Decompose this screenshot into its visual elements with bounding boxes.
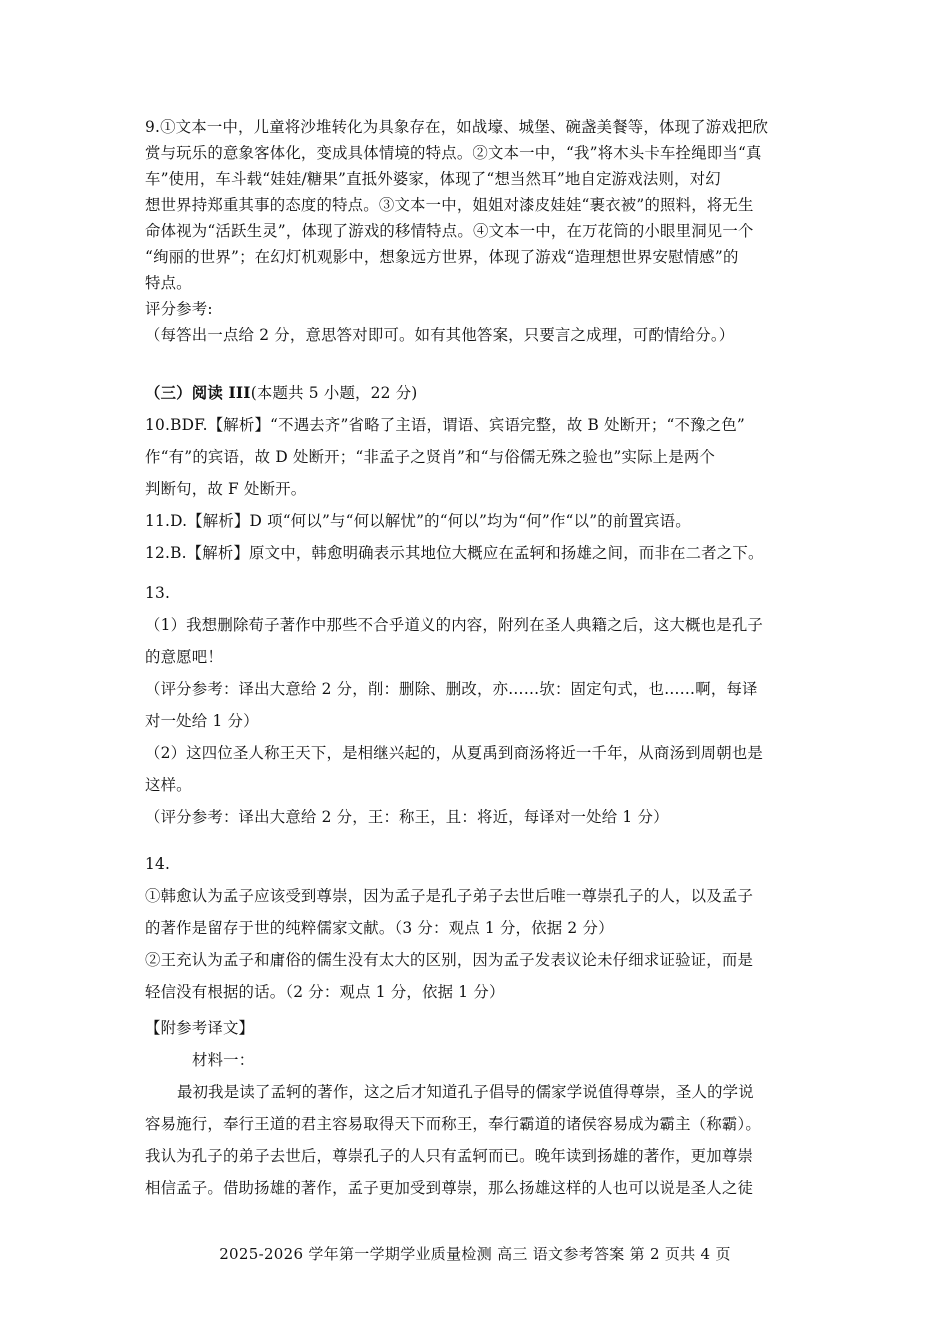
q9-line: 想世界持郑重其事的态度的特点。③文本一中，姐姐对漆皮娃娃“裹衣被”的照料，将无生 [145, 196, 754, 214]
q13-answer [145, 577, 810, 833]
q14-point2-line: ②王充认为孟子和庸俗的儒生没有太大的区别，因为孟子发表议论未仔细求证验证，而是 [145, 951, 754, 969]
q14-point2-line: 轻信没有根据的话。（2 分：观点 1 分，依据 1 分） [145, 983, 505, 1001]
q13-part1-line: 的意愿吧！ [145, 648, 223, 666]
translation-line: 我认为孔子的弟子去世后，尊崇孔子的人只有孟轲而已。晚年读到扬雄的著作，更加尊崇 [145, 1147, 754, 1165]
q10-line: 作“有”的宾语，故 D 处断开；“非孟子之贤肖”和“与俗儒无殊之验也”实际上是两个 [145, 448, 716, 466]
translation-heading: 【附参考译文】 [145, 1019, 255, 1037]
q9-line: 命体视为“活跃生灵”，体现了游戏的移情特点。④文本一中，在万花筒的小眼里洞见一个 [145, 222, 754, 240]
q13-part2-line: 这样。 [145, 776, 192, 794]
q13-score1-line: （评分参考：译出大意给 2 分，削：删除、删改，亦……欤：固定句式，也……啊，每译 [145, 680, 758, 698]
translation-line: 容易施行，奉行王道的君主容易取得天下而称王，奉行霸道的诸侯容易成为霸主（称霸）。 [145, 1115, 761, 1133]
q9-line: “绚丽的世界”；在幻灯机观影中，想象远方世界，体现了游戏“造理想世界安慰情感”的 [145, 248, 739, 266]
section3 [145, 377, 810, 569]
section3-title [145, 377, 810, 409]
section3-title-rest: (本题共 5 小题，22 分) [250, 384, 418, 402]
q13-part1-line: （1）我想删除荀子著作中那些不合乎道义的内容，附列在圣人典籍之后，这大概也是孔子 [145, 616, 764, 634]
q9-score-note: （每答出一点给 2 分，意思答对即可。如有其他答案，只要言之成理，可酌情给分。） [145, 326, 735, 344]
section3-title-bold: （三）阅读 III [145, 384, 251, 402]
q9-line: 特点。 [145, 274, 192, 292]
translation-line: 相信孟子。借助扬雄的著作，孟子更加受到尊崇，那么扬雄这样的人也可以说是圣人之徒 [145, 1179, 754, 1197]
translation-line: 最初我是读了孟轲的著作，这之后才知道孔子倡导的儒家学说值得尊崇，圣人的学说 [177, 1083, 754, 1101]
q10-line: 判断句，故 F 处断开。 [145, 480, 307, 498]
q13-score2: （评分参考：译出大意给 2 分，王：称王，且：将近，每译对一处给 1 分） [145, 808, 669, 826]
q14-answer [145, 848, 810, 1008]
q9-line: 9.①文本一中，儿童将沙堆转化为具象存在，如战壕、城堡、碗盏美餐等，体现了游戏把欣 [145, 118, 769, 136]
q14-point1-line: ①韩愈认为孟子应该受到尊崇，因为孟子是孔子弟子去世后唯一尊崇孔子的人，以及孟子 [145, 887, 754, 905]
material-label: 材料一： [192, 1051, 255, 1069]
q14-point1-line: 的著作是留存于世的纯粹儒家文献。（3 分：观点 1 分，依据 2 分） [145, 919, 614, 937]
q9-line: 赏与玩乐的意象客体化，变成具体情境的特点。②文本一中，“我”将木头卡车拴绳即当“真 [145, 144, 762, 162]
q9-score-label: 评分参考: [145, 300, 213, 318]
q13-number: 13. [145, 584, 171, 602]
q11-answer: 11.D.【解析】D 项“何以”与“何以解忧”的“何以”均为“何”作“以”的前置宾语。 [145, 512, 691, 530]
reference-translation [145, 1012, 810, 1204]
q9-line: 车”使用，车斗载“娃娃/糖果”直抵外婆家，体现了“想当然耳”地自定游戏法则，对幻 [145, 170, 721, 188]
q13-part2-line: （2）这四位圣人称王天下，是相继兴起的，从夏禹到商汤将近一千年，从商汤到周朝也是 [145, 744, 764, 762]
q10-line: 10.BDF.【解析】“不遇去齐”省略了主语，谓语、宾语完整，故 B 处断开；“不豫之色” [145, 416, 745, 434]
q14-number: 14. [145, 855, 171, 873]
q9-answer [145, 114, 810, 348]
q12-answer: 12.B.【解析】原文中，韩愈明确表示其地位大概应在孟轲和扬雄之间，而非在二者之下。 [145, 544, 764, 562]
page-footer: 2025-2026 学年第一学期学业质量检测 高三 语文参考答案 第 2 页共 4 页 [219, 1245, 731, 1263]
q13-score1-line: 对一处给 1 分） [145, 712, 259, 730]
